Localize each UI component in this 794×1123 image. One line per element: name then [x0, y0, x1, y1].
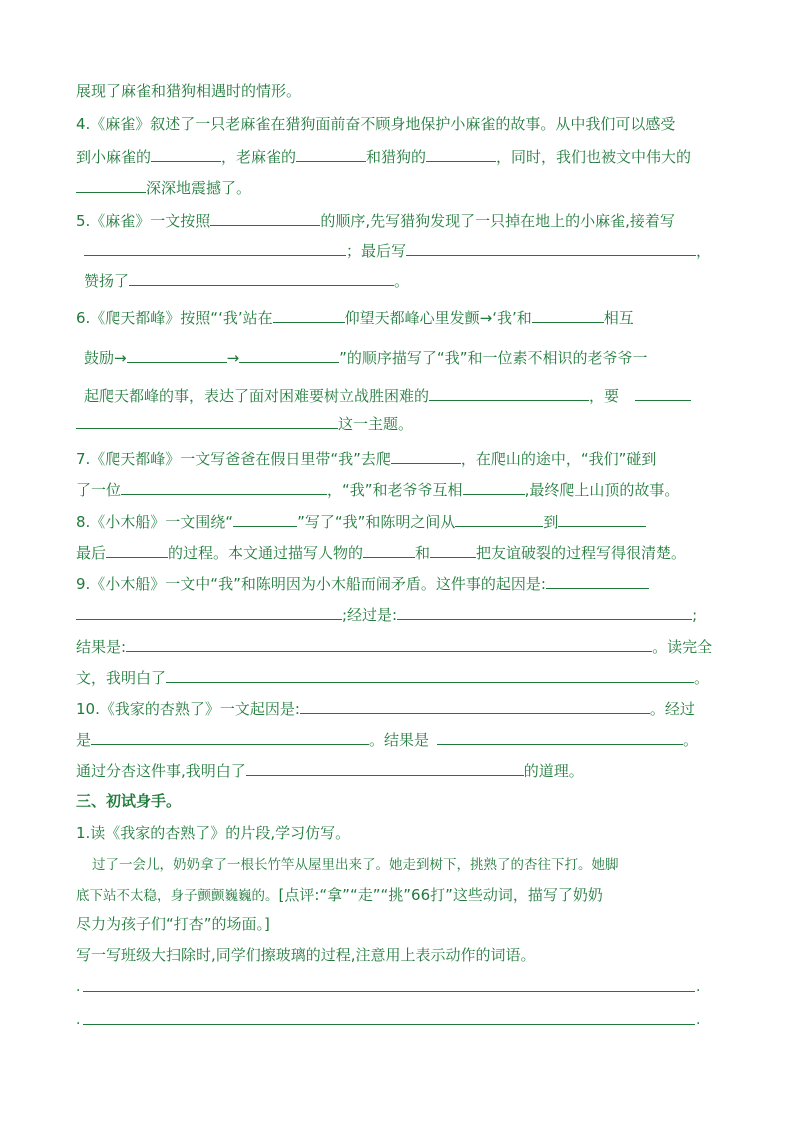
answer-blank[interactable]	[76, 177, 146, 193]
example-passage-line-1: 过了一会儿，奶奶拿了一根长竹竿从屋里出来了。她走到树下，挑熟了的杏往下打。她脚	[92, 857, 619, 873]
question-10-line-3: 通过分杏这件事,我明白了 的道理。	[76, 762, 584, 780]
answer-blank[interactable]	[106, 542, 168, 558]
text-line: 展现了麻雀和猎狗相遇时的情形。	[76, 82, 302, 100]
answer-blank[interactable]	[129, 270, 394, 286]
question-6-line-2: 鼓励→ → ”的顺序描写了“我”和一位素不相识的老爷爷一	[84, 349, 648, 367]
answer-blank[interactable]	[296, 146, 366, 162]
answer-blank[interactable]	[397, 604, 692, 620]
answer-blank[interactable]	[406, 240, 696, 256]
answer-blank[interactable]	[300, 698, 650, 714]
answer-blank[interactable]	[455, 511, 543, 527]
answer-blank[interactable]	[391, 448, 461, 464]
answer-blank[interactable]	[121, 479, 327, 495]
example-passage-line-2: 底下站不太稳，身子颤颤巍巍的。[点评:“拿”“走”“挑”66打”这些动词，描写了奶奶	[76, 886, 603, 904]
question-4: 4.《麻雀》叙述了一只老麻雀在猎狗面前奋不顾身地保护小麻雀的故事。从中我们可以感受	[76, 115, 676, 133]
example-passage-line-3: 尽力为孩子们“打杏”的场面。]	[76, 915, 270, 933]
answer-blank[interactable]	[430, 542, 476, 558]
answer-blank[interactable]	[532, 307, 604, 323]
answer-blank[interactable]	[437, 729, 683, 745]
question-8: 8.《小木船》一文围绕“ ”写了“我”和陈明之间从 到	[76, 511, 646, 533]
answer-blank[interactable]	[429, 385, 589, 401]
question-10-line-2: 是 。结果是 。	[76, 731, 699, 749]
question-4-line-3: 深深地震撼了。	[76, 177, 251, 199]
question-9-line-3: 结果是: 。读完全	[76, 638, 713, 656]
answer-blank[interactable]	[233, 511, 297, 527]
answer-blank[interactable]	[126, 636, 652, 652]
question-8-line-2: 最后 的过程。本文通过描写人物的 和 把友谊破裂的过程写得很清楚。	[76, 544, 687, 562]
answer-blank[interactable]	[210, 210, 320, 226]
answer-blank[interactable]	[546, 573, 649, 589]
question-5-line-2: ；最后写 ，	[84, 240, 711, 262]
answer-blank[interactable]	[246, 760, 524, 776]
question-5: 5.《麻雀》一文按照 的顺序,先写猎狗发现了一只掉在地上的小麻雀,接着写	[76, 212, 675, 230]
answer-blank[interactable]	[76, 413, 338, 429]
answer-blank[interactable]	[239, 347, 339, 363]
question-6: 6.《爬天都峰》按照“‘我’站在 仰望天都峰心里发颤→‘我’和 相互	[76, 309, 634, 327]
answer-blank[interactable]	[558, 511, 646, 527]
question-7-line-2: 了一位 ，“我”和老爷爷互相 ,最终爬上山顶的故事。	[76, 481, 680, 499]
answer-blank[interactable]	[166, 667, 694, 683]
answer-blank[interactable]	[363, 542, 415, 558]
answer-blank[interactable]	[127, 347, 227, 363]
question-6-line-3: 起爬天都峰的事，表达了面对困难要树立战胜困难的 ，要	[84, 385, 691, 407]
question-6-line-4: 这一主题。	[76, 413, 413, 435]
prompt-1: 1.读《我家的杏熟了》的片段,学习仿写。	[76, 824, 351, 842]
answer-blank[interactable]	[91, 729, 369, 745]
answer-blank[interactable]	[76, 604, 342, 620]
answer-blank[interactable]	[273, 307, 345, 323]
question-7: 7.《爬天都峰》一文写爸爸在假日里带“我”去爬 ，在爬山的途中，“我们”碰到	[76, 450, 657, 468]
question-4-line-2: 到小麻雀的 ，老麻雀的 和猎狗的 ，同时，我们也被文中伟大的	[76, 148, 692, 166]
answer-blank[interactable]	[635, 385, 691, 401]
question-5-line-3: 赞扬了 。	[84, 272, 410, 290]
answer-blank[interactable]	[84, 240, 346, 256]
question-9-line-4: 文，我明白了 。	[76, 669, 710, 687]
answer-blank[interactable]	[151, 146, 221, 162]
question-9: 9.《小木船》一文中“我”和陈明因为小木船而闹矛盾。这件事的起因是:	[76, 573, 649, 595]
answer-blank[interactable]	[426, 146, 496, 162]
answer-blank[interactable]	[463, 479, 525, 495]
question-10: 10.《我家的杏熟了》一文起因是: 。经过	[76, 700, 695, 718]
question-9-line-2: ;经过是: ;	[76, 604, 697, 626]
section-heading: 三、初试身手。	[76, 792, 182, 810]
writing-task: 写一写班级大扫除时,同学们擦玻璃的过程,注意用上表示动作的词语。	[76, 946, 536, 964]
